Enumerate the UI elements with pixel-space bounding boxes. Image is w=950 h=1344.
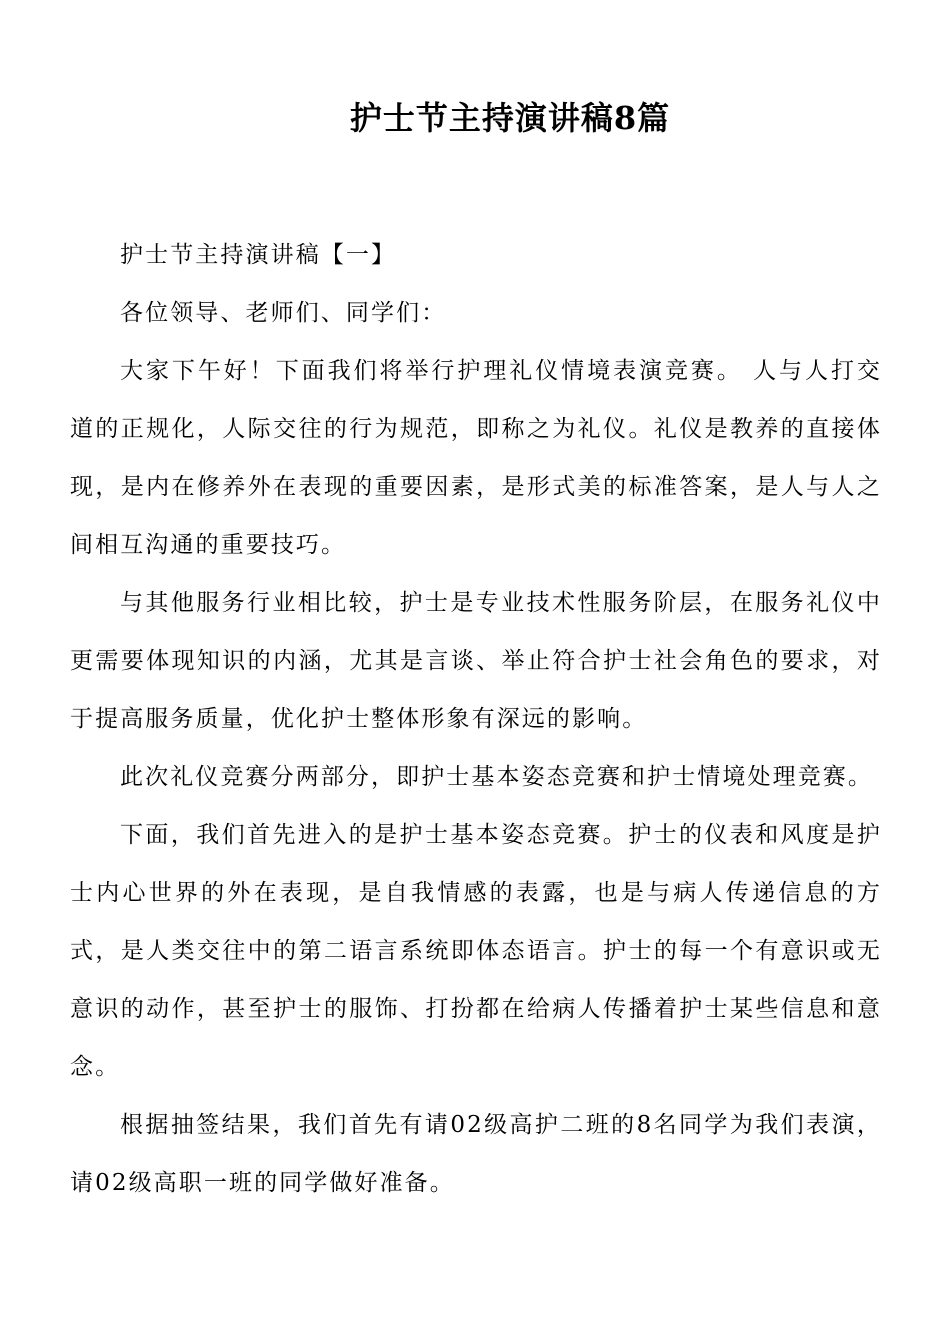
document-title: 护士节主持演讲稿8篇 — [349, 99, 671, 137]
salutation: 各位领导、老师们、同学们： — [120, 300, 447, 326]
paragraph: 与其他服务行业相比较，护士是专业技术性服务阶层，在服务礼仪中更需要体现知识的内涵，尤其是言谈、举止符合护士社会角色的要求，对于提高服务质量，优化护士整体形象有深远的影响。 — [70, 590, 882, 732]
paragraph: 大家下午好！下面我们将举行护理礼仪情境表演竞赛。 人与人打交道的正规化，人际交往的行为规范，即称之为礼仪。礼仪是教养的直接体现，是内在修养外在表现的重要因素，是形式美的标准答案，是人与人之间相互沟通的重要技巧。 — [70, 358, 882, 558]
paragraph: 根据抽签结果，我们首先有请02级高护二班的8名同学为我们表演，请02级高职一班的同学做好准备。 — [70, 1112, 882, 1196]
paragraph: 此次礼仪竞赛分两部分，即护士基本姿态竞赛和护士情境处理竞赛。 — [120, 764, 873, 790]
section-heading: 护士节主持演讲稿【一】 — [120, 242, 397, 268]
paragraph: 下面，我们首先进入的是护士基本姿态竞赛。护士的仪表和风度是护士内心世界的外在表现，是自我情感的表露，也是与病人传递信息的方式，是人类交往中的第二语言系统即体态语言。护士的每一个有意识或无意识的动作，甚至护士的服饰、打扮都在给病人传播着护士某些信息和意念。 — [70, 822, 882, 1080]
document-body — [70, 226, 882, 1212]
